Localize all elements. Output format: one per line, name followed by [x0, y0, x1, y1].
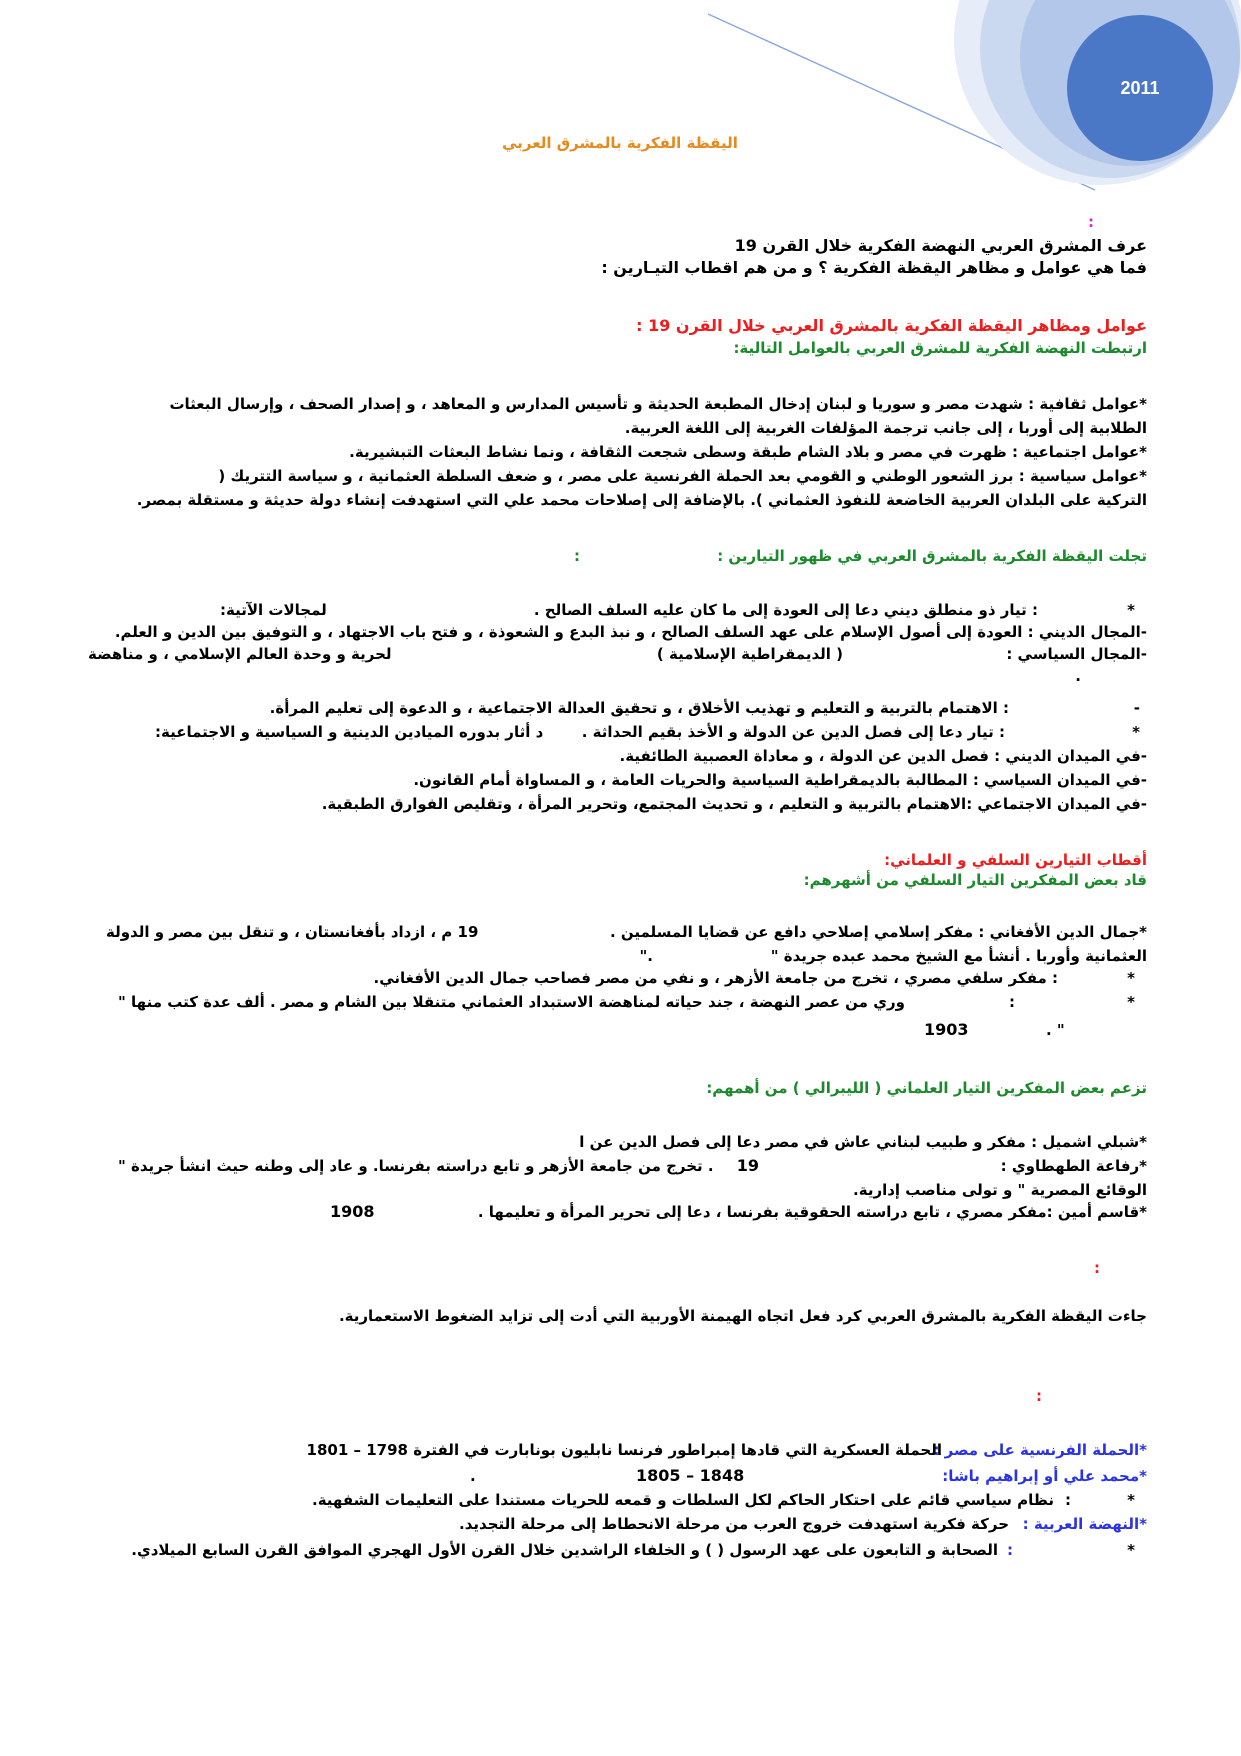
amin-line: *قاسم أمين :مفكر مصري ، تابع دراسته الحقوقية بفرنسا ، دعا إلى تحرير المرأة و تعليمها . — [477, 1203, 1147, 1221]
salafi-fields: لمجالات الآتية: — [220, 601, 327, 619]
glossary-dot-muhammad-ali: . — [470, 1467, 476, 1485]
abduh-star: * — [1127, 969, 1135, 987]
afghani-line-c: العثمانية وأوربا . أنشأ مع الشيخ محمد عبده جريدة " — [770, 947, 1147, 965]
kawakibi-colon: : — [1009, 993, 1015, 1011]
salafi-political-end: لحرية و وحدة العالم الإسلامي ، و مناهضة — [88, 645, 392, 663]
section2-heading: تجلت اليقظة الفكرية بالمشرق العربي في ظهور التيارين : — [717, 547, 1147, 565]
shumayyil-line: *شبلي اشميل : مفكر و طبيب لبناني عاش في مصر دعا إلى فصل الدين عن ا — [579, 1133, 1147, 1151]
afghani-line-a: *جمال الدين الأفغاني : مفكر إسلامي إصلاحي دافع عن قضايا المسلمين . — [609, 923, 1147, 941]
section1-paragraph-2: الطلابية إلى أوربا ، إلى جانب ترجمة المؤلفات الغربية إلى اللغة العربية. — [624, 419, 1147, 437]
kawakibi-description: وري من عصر النهضة ، جند حياته لمناهضة الاستبداد العثماني متنقلا بين الشام و مصر . ألف عدة كتب منها " — [118, 993, 905, 1011]
salafi-definition: : تيار ذو منطلق ديني دعا إلى العودة إلى ما كان عليه السلف الصالح . — [533, 601, 1038, 619]
intro-line-2: فما هي عوامل و مظاهر اليقظة الفكرية ؟ و من هم اقطاب التيـارين : — [601, 258, 1147, 277]
kawakibi-year: 1903 — [924, 1020, 969, 1039]
secular-definition: : تيار دعا إلى فصل الدين عن الدولة و الأخذ بقيم الحداثة . — [581, 723, 1005, 741]
intro-line-1: عرف المشرق العربي النهضة الفكرية خلال القرن 19 — [734, 236, 1147, 255]
section1-paragraph-5: التركية على البلدان العربية الخاضعة للنفوذ العثماني ). بالإضافة إلى إصلاحات محمد علي التي استهدفت إنشاء دولة حديثة و مستقلة بمصر. — [136, 491, 1147, 509]
intro-colon: : — [1088, 213, 1094, 231]
glossary-term-muhammad-ali: *محمد علي أو إبراهيم باشا: — [942, 1467, 1147, 1485]
secular-social-field: -في الميدان الاجتماعي :الاهتمام بالتربية و التعليم ، و تحديث المجتمع، وتحرير المرأة ، وتقليص الفوارق الطبقية. — [321, 795, 1147, 813]
document-title: اليقظة الفكرية بالمشرق العربي — [502, 134, 738, 152]
section1-paragraph-1: *عوامل ثقافية : شهدت مصر و سوريا و لبنان إدخال المطبعة الحديثة و تأسيس المدارس و المعاهد ، و إصدار الصحف ، وإرسال البعثات — [169, 395, 1147, 413]
tahtawi-label: *رفاعة الطهطاوي : — [1000, 1157, 1147, 1175]
salafi-dot: . — [1075, 667, 1081, 685]
salafi-social-dash: - — [1133, 699, 1140, 717]
section3-subheading: قاد بعض المفكرين التيار السلفي من أشهرهم: — [803, 871, 1147, 889]
tahtawi-description: . تخرج من جامعة الأزهر و تابع دراسته بفرنسا. و عاد إلى وطنه حيث انشأ جريدة " — [118, 1157, 714, 1175]
glossary-term-french-campaign: *الحملة الفرنسية على مصر : — [933, 1441, 1147, 1459]
afghani-line-b: 19 م ، ازداد بأفغانستان ، و تنقل بين مصر و الدولة — [106, 923, 479, 941]
salafi-political-label: -المجال السياسي : — [1006, 645, 1147, 663]
salafi-star: * — [1127, 601, 1135, 619]
glossary-colon-5: : — [1007, 1541, 1013, 1559]
tahtawi-end: الوقائع المصرية " و تولى مناصب إدارية. — [853, 1181, 1147, 1199]
section4-colon: : — [1094, 1259, 1100, 1277]
glossary-star-3: * — [1127, 1491, 1135, 1509]
salafi-religious-field: -المجال الديني : العودة إلى أصول الإسلام على عهد السلف الصالح ، و نبذ البدع و الشعوذة ، و فتح باب الاجتهاد ، و التوفيق بين الدين و العلم. — [114, 623, 1147, 641]
glossary-star-5: * — [1127, 1541, 1135, 1559]
secular-continuation: د أثار بدوره الميادين الدينية و السياسية و الاجتماعية: — [155, 723, 544, 741]
kawakibi-star: * — [1127, 993, 1135, 1011]
section1-paragraph-4: *عوامل سياسية : برز الشعور الوطني و القومي بعد الحملة الفرنسية على مصر ، و ضعف السلطة العثمانية ، و سياسة التتريك ( — [218, 467, 1147, 485]
glossary-def-arab-renaissance: حركة فكرية استهدفت خروج العرب من مرحلة الانحطاط إلى مرحلة التجديد. — [459, 1515, 1009, 1533]
year-label: 2011 — [1120, 78, 1160, 98]
secular-thinkers-heading: تزعم بعض المفكرين التيار العلماني ( الليبرالي ) من أهمهم: — [706, 1079, 1147, 1097]
section2-heading-colon: : — [574, 547, 580, 565]
secular-religious-field: -في الميدان الديني : فصل الدين عن الدولة ، و معاداة العصبية الطائفية. — [619, 747, 1147, 765]
secular-star: * — [1132, 723, 1140, 741]
glossary-term-arab-renaissance: *النهضة العربية : — [1022, 1515, 1147, 1533]
tahtawi-year: 19 — [736, 1156, 759, 1175]
section1-paragraph-3: *عوامل اجتماعية : ظهرت في مصر و بلاد الشام طبقة وسطى شجعت الثقافة ، ونما نشاط البعثات التبشيرية. — [349, 443, 1147, 461]
section3-heading: أقطاب التيارين السلفي و العلماني: — [884, 851, 1147, 869]
glossary-colon-3: : — [1065, 1491, 1071, 1509]
secular-political-field: -في الميدان السياسي : المطالبة بالديمقراطية السياسية والحريات العامة ، و المساواة أمام القانون. — [413, 771, 1147, 789]
salafi-political-middle: ( الديمقراطية الإسلامية ) — [656, 645, 843, 663]
glossary-years-muhammad-ali: 1805 – 1848 — [636, 1466, 745, 1485]
section1-heading: عوامل ومظاهر اليقظة الفكرية بالمشرق العربي خلال القرن 19 : — [636, 316, 1147, 335]
section4-text: جاءت اليقظة الفكرية بالمشرق العربي كرد فعل اتجاه الهيمنة الأوربية التي أدت إلى تزايد الضغوط الاستعمارية. — [338, 1307, 1147, 1325]
section1-subheading: ارتبطت النهضة الفكرية للمشرق العربي بالعوامل التالية: — [733, 339, 1147, 357]
afghani-line-d: ". — [639, 947, 653, 965]
glossary-def-french-campaign: الحملة العسكرية التي قادها إمبراطور فرنسا نابليون بونابارت في الفترة 1798 – 1801 — [306, 1441, 942, 1459]
glossary-def-5: الصحابة و التابعون على عهد الرسول ( ) و الخلفاء الراشدين خلال القرن الأول الهجري الموافق القرن السابع الميلادي. — [131, 1541, 998, 1559]
glossary-colon: : — [1036, 1387, 1042, 1405]
glossary-def-3: نظام سياسي قائم على احتكار الحاكم لكل السلطات و قمعه للحريات مستندا على التعليمات الشفهية. — [312, 1491, 1054, 1509]
salafi-social-field: : الاهتمام بالتربية و التعليم و تهذيب الأخلاق ، و تحقيق العدالة الاجتماعية ، و الدعوة إلى تعليم المرأة. — [269, 699, 1009, 717]
amin-year: 1908 — [330, 1202, 375, 1221]
abduh-description: : مفكر سلفي مصري ، تخرج من جامعة الأزهر ، و نفي من مصر فصاحب جمال الدين الأفغاني. — [373, 969, 1058, 987]
kawakibi-end: . " — [1046, 1021, 1065, 1039]
